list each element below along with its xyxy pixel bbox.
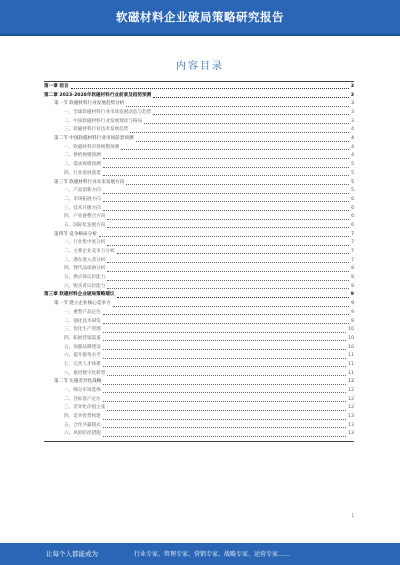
toc-leader-dots (126, 106, 349, 107)
toc-entry-label: 五、合作共赢模式 (64, 422, 101, 428)
toc-entry[interactable] (44, 422, 354, 431)
toc-entry-label: 第三节 软磁材料行业未来发展方向 (54, 179, 125, 185)
toc-entry[interactable] (44, 326, 354, 335)
toc-entry-label: 一、重塑产品定位 (64, 309, 101, 315)
toc-entry-page: 5 (351, 170, 354, 176)
toc-leader-dots (107, 288, 349, 289)
toc-entry-page: 7 (351, 257, 354, 263)
toc-entry-label: 四、替代品威胁分析 (64, 266, 106, 272)
toc-entry-page: 10 (348, 327, 354, 333)
toc-leader-dots (107, 227, 349, 228)
toc-entry-page: 11 (348, 361, 354, 367)
toc-entry-label: 一、全球软磁材料行业市场发展动态与趋势 (64, 110, 152, 116)
toc-entry[interactable] (44, 292, 354, 301)
toc-entry-page: 10 (348, 344, 354, 350)
toc-entry[interactable] (44, 352, 354, 361)
toc-entry-label: 二、供给规模预测 (64, 153, 101, 159)
toc-leader-dots (71, 88, 349, 89)
toc-entry-label: 第一节 建立企业核心竞争力 (54, 301, 111, 307)
toc-entry[interactable] (44, 109, 354, 118)
toc-entry-page: 12 (348, 405, 354, 411)
toc-entry-page: 13 (348, 431, 354, 437)
toc-leader-dots (103, 332, 346, 333)
toc-entry-label: 四、拓展营销渠道 (64, 335, 101, 341)
toc-leader-dots (103, 401, 346, 402)
toc-entry-label: 七、完善人才体系 (64, 361, 101, 367)
toc-entry-label: 第三章 软磁材料企业破局策略建议 (44, 292, 115, 298)
toc-entry[interactable] (44, 153, 354, 162)
toc-entry[interactable] (44, 361, 354, 370)
toc-entry-page: 4 (351, 153, 354, 159)
toc-entry[interactable] (44, 83, 354, 92)
toc-entry-page: 7 (351, 240, 354, 246)
toc-entry-page: 12 (348, 396, 354, 402)
toc-leader-dots (107, 262, 349, 263)
toc-entry[interactable] (44, 318, 354, 327)
toc-entry-label: 一、软磁材料市场规模预测 (64, 144, 120, 150)
toc-leader-dots (107, 375, 346, 376)
toc-leader-dots (117, 297, 349, 298)
toc-entry-page: 11 (348, 353, 354, 359)
toc-entry-label: 二、目标客户定位 (64, 396, 101, 402)
toc-leader-dots (103, 158, 349, 159)
toc-entry[interactable] (44, 135, 354, 144)
toc-leader-dots (103, 201, 349, 202)
footer-slogan: 让每个人都能成为 (46, 550, 98, 558)
toc-leader-dots (103, 323, 349, 324)
toc-entry-page: 11 (348, 370, 354, 376)
toc-entry-label: 三、潜在进入者分析 (64, 257, 106, 263)
toc-entry[interactable] (44, 309, 354, 318)
toc-entry[interactable] (44, 335, 354, 344)
toc-entry[interactable] (44, 196, 354, 205)
toc-entry-label: 第一节 软磁材料行业发展趋势分析 (54, 101, 125, 107)
toc-leader-dots (107, 219, 349, 220)
toc-entry-label: 二、市场拓展方向 (64, 196, 101, 202)
toc-entry[interactable] (44, 378, 354, 387)
toc-entry-label: 二、中国软磁材料行业发展现状与格局 (64, 118, 143, 124)
toc-leader-dots (126, 184, 349, 185)
toc-bottom-rule (44, 441, 354, 442)
toc-leader-dots (103, 392, 346, 393)
toc-entry-page: 9 (351, 301, 354, 307)
toc-entry[interactable] (44, 170, 354, 179)
toc-entry-label: 四、行业发展前景 (64, 170, 101, 176)
toc-entry[interactable] (44, 231, 354, 240)
report-title: 软磁材料企业破局策略研究报告 (116, 10, 284, 24)
toc-entry-page: 8 (351, 283, 354, 289)
toc-entry-page: 3 (351, 110, 354, 116)
toc-leader-dots (99, 236, 349, 237)
toc-entry[interactable] (44, 257, 354, 266)
toc-entry-label: 一、细分市场选择 (64, 388, 101, 394)
toc-leader-dots (103, 384, 346, 385)
toc-leader-dots (153, 97, 349, 98)
toc-leader-dots (107, 280, 349, 281)
toc-leader-dots (121, 149, 349, 150)
toc-leader-dots (103, 193, 349, 194)
toc-entry[interactable] (44, 100, 354, 109)
toc-entry[interactable] (44, 370, 354, 379)
toc-entry[interactable] (44, 431, 354, 440)
toc-entry-label: 一、产品创新方向 (64, 188, 101, 194)
toc-entry[interactable] (44, 126, 354, 135)
toc-leader-dots (107, 410, 346, 411)
toc-entry[interactable] (44, 265, 354, 274)
toc-entry-label: 第一章 前言 (44, 83, 69, 89)
toc-entry-label: 五、供应商议价能力 (64, 275, 106, 281)
toc-leader-dots (103, 314, 349, 315)
page-number: 1 (351, 513, 354, 518)
toc-entry-page: 5 (351, 179, 354, 185)
table-of-contents (44, 83, 354, 439)
toc-entry-label: 三、软磁材料行业技术发展趋势 (64, 127, 129, 133)
toc-leader-dots (103, 419, 346, 420)
toc-entry-page: 4 (351, 127, 354, 133)
toc-entry-page: 10 (348, 335, 354, 341)
toc-entry[interactable] (44, 161, 354, 170)
toc-leader-dots (117, 253, 350, 254)
toc-entry-label: 六、风险防控措施 (64, 431, 101, 437)
toc-leader-dots (103, 340, 346, 341)
toc-leader-dots (107, 245, 349, 246)
toc-entry-label: 二、强化技术研发 (64, 318, 101, 324)
toc-leader-dots (113, 306, 349, 307)
toc-entry-page: 9 (350, 292, 354, 298)
toc-entry-label: 三、优化生产管理 (64, 327, 101, 333)
toc-entry[interactable] (44, 144, 354, 153)
toc-entry-label: 第二节 实施差异化战略 (54, 379, 102, 385)
toc-entry-page: 5 (351, 162, 354, 168)
toc-entry-label: 一、行业集中度分析 (64, 240, 106, 246)
toc-entry-page: 3 (350, 83, 354, 89)
toc-entry[interactable] (44, 222, 354, 231)
toc-entry[interactable] (44, 413, 354, 422)
toc-entry-label: 二、主要企业竞争力分析 (64, 249, 115, 255)
toc-leader-dots (103, 175, 349, 176)
toc-entry-page: 9 (351, 309, 354, 315)
toc-entry-page: 6 (351, 214, 354, 220)
toc-entry[interactable] (44, 239, 354, 248)
toc-entry-label: 三、技术升级方向 (64, 205, 101, 211)
toc-entry-page: 12 (348, 379, 354, 385)
report-header (0, 0, 400, 36)
toc-entry[interactable] (44, 118, 354, 127)
toc-entry[interactable] (44, 396, 354, 405)
toc-leader-dots (153, 114, 349, 115)
toc-entry[interactable] (44, 187, 354, 196)
toc-leader-dots (136, 141, 350, 142)
toc-entry-page: 4 (351, 136, 354, 142)
toc-entry-label: 六、提升服务水平 (64, 353, 101, 359)
toc-leader-dots (103, 427, 346, 428)
toc-entry[interactable] (44, 205, 354, 214)
toc-heading: 内容目录 (176, 61, 224, 72)
toc-entry-page: 7 (351, 231, 354, 237)
toc-entry-page: 13 (348, 414, 354, 420)
toc-entry-page: 13 (348, 422, 354, 428)
toc-entry-page: 3 (351, 101, 354, 107)
toc-leader-dots (103, 358, 346, 359)
toc-entry-label: 八、推进数字化转型 (64, 370, 106, 376)
toc-leader-dots (103, 210, 349, 211)
toc-entry[interactable] (44, 213, 354, 222)
toc-entry-page: 12 (348, 388, 354, 394)
toc-entry-label: 第四节 竞争格局分析 (54, 231, 97, 237)
toc-leader-dots (130, 132, 349, 133)
toc-entry[interactable] (44, 248, 354, 257)
toc-entry-label: 三、需求规模预测 (64, 162, 101, 168)
toc-entry-page: 9 (351, 318, 354, 324)
footer-tagline: 行业专家、管理专家、营销专家、战略专家、运营专家…… (134, 551, 291, 558)
toc-entry[interactable] (44, 92, 354, 101)
toc-leader-dots (103, 349, 346, 350)
toc-entry-label: 五、加强品牌建设 (64, 344, 101, 350)
toc-leader-dots (103, 167, 349, 168)
toc-leader-dots (103, 436, 346, 437)
toc-entry-page: 4 (351, 144, 354, 150)
toc-entry[interactable] (44, 387, 354, 396)
toc-entry[interactable] (44, 283, 354, 292)
toc-entry-page: 8 (351, 266, 354, 272)
report-footer (0, 543, 400, 565)
toc-entry-page: 6 (351, 222, 354, 228)
toc-entry-label: 四、产业链整合方向 (64, 214, 106, 220)
toc-entry-page: 6 (351, 196, 354, 202)
toc-leader-dots (107, 271, 349, 272)
toc-entry[interactable] (44, 179, 354, 188)
toc-entry-page: 5 (351, 188, 354, 194)
toc-entry[interactable] (44, 300, 354, 309)
toc-entry-page: 3 (351, 118, 354, 124)
toc-top-rule (44, 81, 354, 82)
toc-entry-page: 8 (351, 275, 354, 281)
toc-leader-dots (144, 123, 349, 124)
toc-entry[interactable] (44, 344, 354, 353)
toc-entry-label: 四、竞争优势构建 (64, 414, 101, 420)
toc-entry-label: 三、差异化价值主张 (64, 405, 106, 411)
toc-entry-page: 3 (350, 92, 354, 98)
toc-entry-page: 7 (351, 249, 354, 255)
toc-entry-label: 第二章 2023-2028年软磁材料行业前景及趋势预测 (44, 92, 152, 98)
toc-entry[interactable] (44, 404, 354, 413)
toc-entry-label: 第二节 中国软磁材料行业市场前景预测 (54, 136, 134, 142)
toc-leader-dots (103, 366, 346, 367)
toc-entry-label: 六、购买者议价能力 (64, 283, 106, 289)
toc-entry[interactable] (44, 274, 354, 283)
toc-entry-page: 6 (351, 205, 354, 211)
toc-entry-label: 五、国际化发展方向 (64, 222, 106, 228)
